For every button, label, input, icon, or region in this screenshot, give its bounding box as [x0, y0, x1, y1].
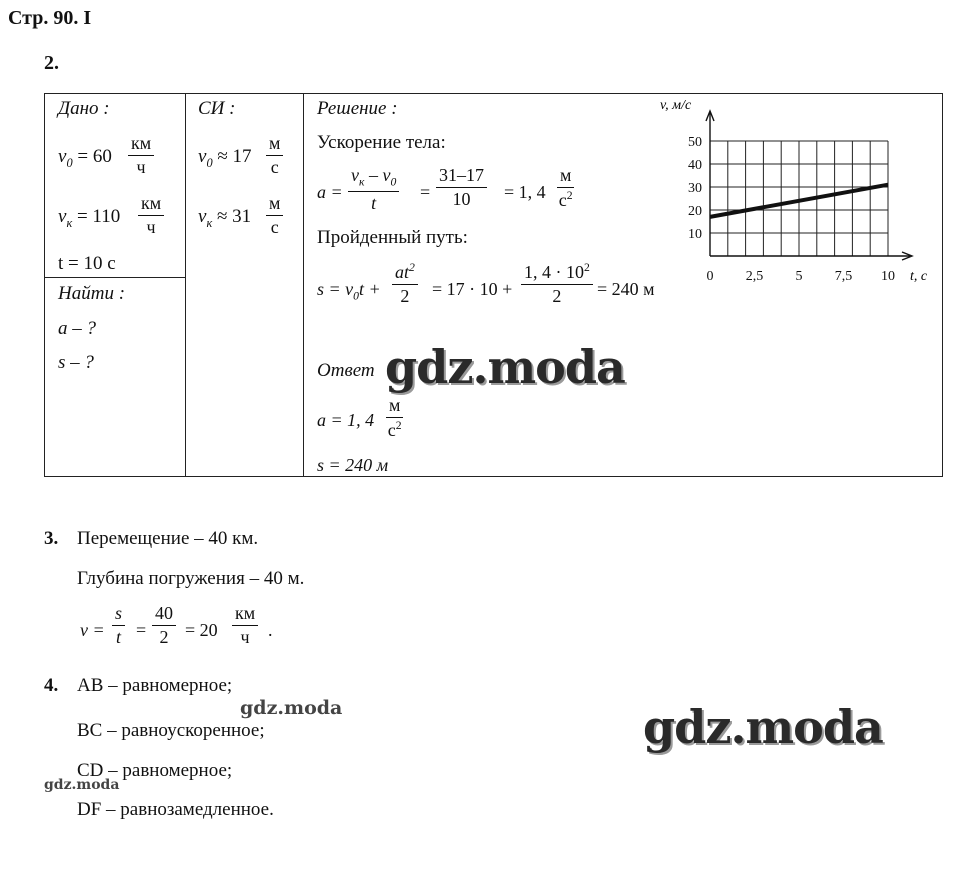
accel-frac1-den: t [371, 192, 377, 213]
si-v0-unit-den: с [270, 156, 279, 177]
problem-3-tail: . [268, 620, 273, 640]
x-tick-label: 10 [881, 269, 895, 284]
path-frac2-num [521, 262, 593, 285]
problem-3-line2: Глубина погружения – 40 м. [77, 568, 305, 589]
si-title: СИ : [198, 98, 236, 119]
answer-s: s = 240 м [317, 455, 389, 475]
graph-x-label: t, с [910, 269, 928, 284]
given-v0-lhs: v [58, 146, 67, 167]
problem-3-unit-den: ч [240, 626, 250, 647]
accel-frac2 [436, 166, 487, 209]
path-frac1-num-sup: 2 [409, 261, 415, 274]
si-v0 [198, 146, 252, 171]
x-tick-label: 5 [795, 269, 803, 284]
problem-4-number: 4. [44, 675, 59, 696]
problem-3-number: 3. [44, 528, 59, 549]
path-label: Пройденный путь: [317, 227, 468, 248]
table-divider-si [303, 93, 304, 477]
accel-frac1-num-mid: – v [364, 165, 391, 185]
find-s: s – ? [58, 352, 94, 373]
given-vk-unit-den: ч [146, 216, 156, 237]
si-vk-sub: к [206, 215, 213, 230]
problem-3-frac1-num: s [112, 604, 125, 626]
si-vk-unit-den: с [270, 216, 279, 237]
graph-grid [710, 141, 888, 256]
accel-unit [557, 166, 574, 210]
x-tick-label: 0 [706, 269, 714, 284]
si-v0-unit [266, 134, 283, 177]
answer-unit [386, 396, 403, 440]
watermark-tiny: gdz.moda [44, 777, 120, 793]
path-s-t: t + [358, 279, 381, 299]
path-result: = 240 м [597, 279, 655, 299]
x-tick-label: 7,5 [834, 269, 853, 284]
velocity-graph [640, 96, 940, 288]
answer-unit-den-c: с [387, 419, 396, 440]
accel-frac1-num [348, 166, 399, 192]
problem-3-unit [232, 604, 258, 647]
given-v0-unit [128, 134, 154, 177]
si-vk [198, 206, 251, 231]
accel-frac1 [348, 166, 399, 213]
problem-4-item: BC – равноускоренное; [77, 720, 265, 741]
problem-4-item: AB – равномерное; [77, 675, 233, 696]
problem-3-v: v = [80, 620, 105, 640]
y-tick-label: 50 [688, 135, 702, 150]
problem-3-frac2-den: 2 [159, 626, 169, 647]
path-s [317, 279, 381, 303]
given-v0-eq: = 60 [77, 146, 112, 167]
path-frac1-num-at: at [395, 262, 410, 282]
given-v0 [58, 146, 112, 171]
accel-frac1-num-sub1: к [359, 175, 365, 189]
path-frac2-num-text: 1, 4 · 10 [524, 262, 584, 282]
answer-a: a = 1, 4 [317, 410, 375, 430]
si-v0-sub: 0 [206, 155, 213, 170]
si-vk-eq: ≈ 31 [216, 206, 252, 227]
problem-4-item: CD – равномерное; [77, 760, 233, 781]
path-frac1-num [392, 262, 418, 285]
page-header: Стр. 90. I [8, 7, 92, 29]
given-vk-unit-num: км [138, 194, 164, 216]
given-vk-sub: к [66, 215, 73, 230]
accel-unit-den-c: с [558, 189, 567, 210]
given-t: t = 10 с [58, 253, 116, 274]
accel-frac2-num: 31–17 [436, 166, 487, 188]
problem-3-frac2 [152, 604, 176, 647]
problem-3-result: = 20 [185, 620, 218, 640]
problem-3-line1: Перемещение – 40 км. [77, 528, 259, 549]
answer-unit-den [386, 418, 403, 440]
path-mid: = 17 · 10 + [432, 279, 513, 299]
problem-3-eq1: = [136, 620, 147, 640]
si-v0-eq: ≈ 17 [217, 146, 252, 167]
accel-eq1: = [420, 182, 431, 202]
path-frac2-den: 2 [552, 285, 562, 306]
watermark-small: gdz.moda [240, 697, 343, 719]
given-vk-eq: = 110 [76, 206, 121, 227]
given-title: Дано : [58, 98, 110, 119]
y-tick-label: 20 [688, 204, 702, 219]
y-tick-label: 40 [688, 158, 702, 173]
accel-unit-num: м [557, 166, 574, 188]
answer-unit-num: м [386, 396, 403, 418]
problem-3-frac1-den: t [116, 626, 122, 647]
solution-title: Решение : [317, 98, 398, 119]
problem-4-item: DF – равнозамедленное. [77, 799, 274, 820]
accel-unit-den [557, 188, 574, 210]
find-a: a – ? [58, 318, 96, 339]
problem-3-frac1 [112, 604, 125, 647]
watermark-large: gdz.moda [643, 700, 883, 754]
si-vk-unit-num: м [266, 194, 283, 216]
problem-2-number: 2. [44, 52, 59, 74]
si-v0-unit-num: м [266, 134, 283, 156]
accel-a: a = [317, 182, 343, 202]
path-s-lhs: s = v [317, 279, 354, 299]
watermark-table: gdz.moda [385, 340, 625, 394]
table-divider-find [44, 277, 186, 278]
si-vk-unit [266, 194, 283, 237]
graph-y-label: v, м/с [660, 98, 692, 113]
path-frac1 [392, 262, 418, 306]
given-v0-sub: 0 [66, 155, 73, 170]
y-tick-label: 30 [688, 181, 702, 196]
accel-unit-den-sup: 2 [566, 188, 573, 202]
answer-label: Ответ [317, 360, 375, 381]
accel-frac1-num-sub2: 0 [390, 175, 397, 189]
answer-unit-den-sup: 2 [395, 418, 402, 432]
path-frac2 [521, 262, 593, 306]
y-tick-label: 10 [688, 227, 702, 242]
problem-3-unit-num: км [232, 604, 258, 626]
table-divider-given [185, 93, 186, 477]
problem-3-frac2-num: 40 [152, 604, 176, 626]
accel-result: = 1, 4 [504, 182, 546, 202]
given-v0-unit-num: км [128, 134, 154, 156]
accel-frac1-num-v: v [351, 165, 359, 185]
si-vk-lhs: v [198, 206, 207, 227]
si-v0-lhs: v [198, 146, 207, 167]
accel-frac2-den: 10 [452, 188, 471, 209]
x-tick-label: 2,5 [745, 269, 764, 284]
given-vk-unit [138, 194, 164, 237]
path-frac1-den: 2 [400, 285, 410, 306]
path-frac2-num-sup: 2 [584, 261, 590, 274]
find-title: Найти : [58, 283, 126, 304]
accel-label: Ускорение тела: [317, 132, 446, 153]
path-s-sub: 0 [353, 289, 359, 303]
given-vk-lhs: v [58, 206, 67, 227]
given-v0-unit-den: ч [136, 156, 146, 177]
given-vk [58, 206, 120, 231]
